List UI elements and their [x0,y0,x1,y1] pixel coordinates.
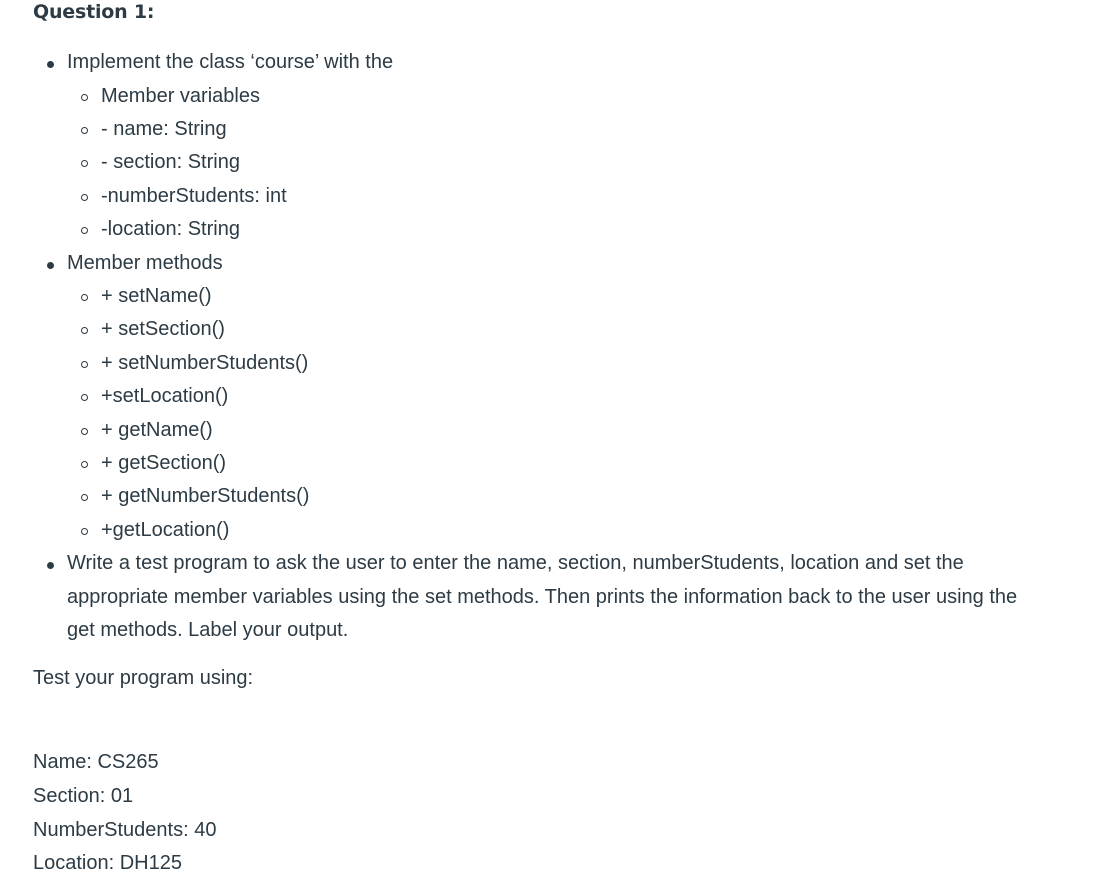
sub-list-item-text: + setSection() [101,318,225,341]
test-value-name: Name: CS265 [33,751,159,774]
sub-list-item-text: -numberStudents: int [101,184,287,207]
requirements-list [33,46,1073,648]
sub-list-item [67,414,1073,447]
test-value-location: Location: DH125 [33,852,182,875]
sub-list-item [67,347,1073,380]
circle-bullet-icon [81,428,88,435]
sub-list-item [67,80,1073,113]
sub-list [67,280,1073,547]
sub-list-item [67,280,1073,313]
sub-list-item-text: - section: String [101,151,240,174]
circle-bullet-icon [81,461,88,468]
test-intro-text: Test your program using: [33,666,254,689]
sub-list-item [67,480,1073,513]
sub-list-item [67,180,1073,213]
list-item [33,46,1073,247]
sub-list-item [67,380,1073,413]
question-title: Question 1: [33,1,155,23]
sub-list-item-text: Member variables [101,84,260,107]
bullet-icon [47,562,54,569]
sub-list-item [67,113,1073,146]
sub-list-item [67,514,1073,547]
circle-bullet-icon [81,127,88,134]
sub-list-item-text: - name: String [101,117,227,140]
circle-bullet-icon [81,194,88,201]
sub-list-item-text: + getNumberStudents() [101,485,310,508]
sub-list-item-text: +getLocation() [101,518,230,541]
sub-list-item-text: + setName() [101,285,212,308]
test-value-section: Section: 01 [33,784,134,807]
bullet-icon [47,262,54,269]
list-item-text: Write a test program to ask the user to enter the name, section, numberStudents, location and set the appropriate member variables using the set methods. Then prints the information back to the user using the get methods. Label your output. [67,552,1018,642]
circle-bullet-icon [81,394,88,401]
circle-bullet-icon [81,294,88,301]
circle-bullet-icon [81,327,88,334]
circle-bullet-icon [81,227,88,234]
sub-list-item [67,213,1073,246]
list-item [33,247,1073,548]
sub-list-item-text: + getName() [101,418,213,441]
sub-list-item-text: -location: String [101,218,240,241]
circle-bullet-icon [81,160,88,167]
circle-bullet-icon [81,361,88,368]
list-item-text: Implement the class ‘course’ with the [67,51,394,73]
sub-list-item [67,447,1073,480]
sub-list-item-text: + getSection() [101,452,227,475]
sub-list [67,80,1073,247]
circle-bullet-icon [81,94,88,101]
question-document [33,0,1073,881]
sub-list-item-text: + setNumberStudents() [101,351,309,374]
list-item-text: Member methods [67,251,223,274]
sub-list-item-text: +setLocation() [101,385,229,408]
sub-list-item [67,146,1073,179]
sub-list-item [67,313,1073,346]
circle-bullet-icon [81,494,88,501]
list-item [33,547,1073,648]
circle-bullet-icon [81,528,88,535]
test-value-number-students: NumberStudents: 40 [33,818,217,841]
test-values [33,746,1073,881]
bullet-icon [47,61,54,68]
